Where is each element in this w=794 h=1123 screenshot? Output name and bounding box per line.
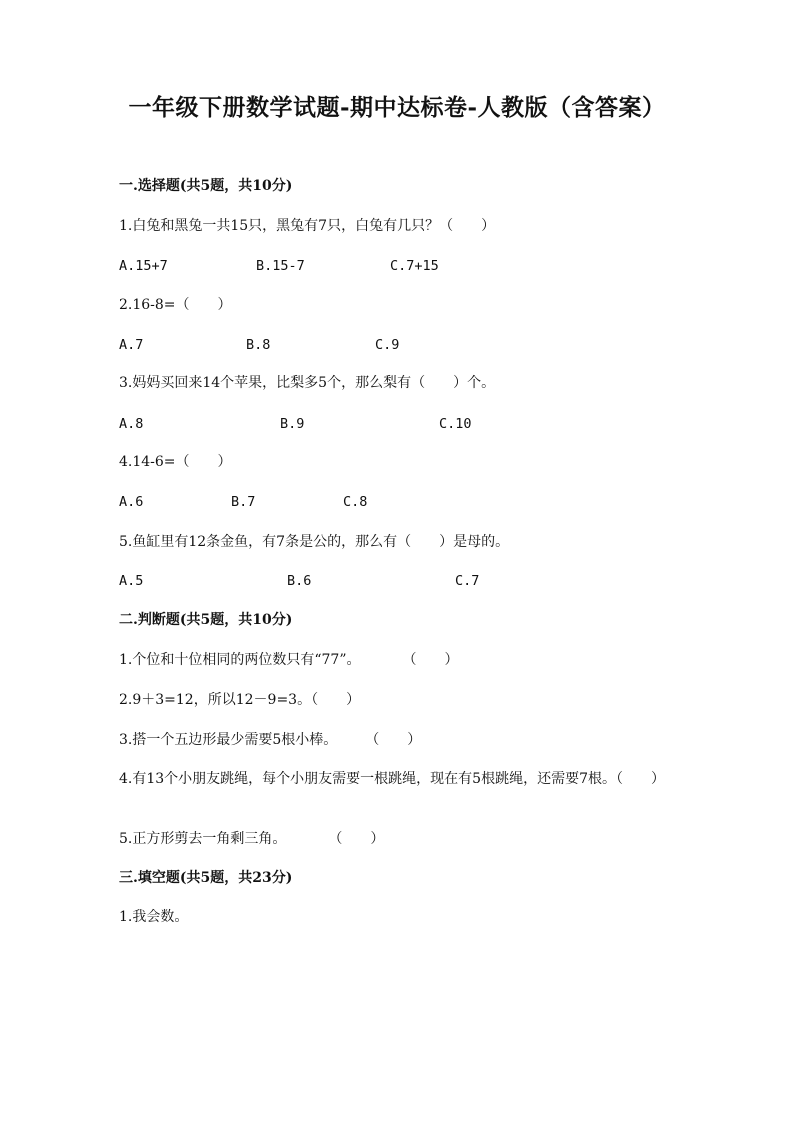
option-c: C.7 <box>455 573 480 589</box>
judge-question-1: 1.个位和十位相同的两位数只有“77”。 （ ） <box>119 652 459 668</box>
option-a: A.8 <box>119 416 144 432</box>
option-b: B.8 <box>246 337 271 353</box>
option-a: A.6 <box>119 494 144 510</box>
choice-question-5: 5.鱼缸里有12条金鱼，有7条是公的，那么有（ ）是母的。 <box>119 534 510 550</box>
option-b: B.7 <box>231 494 256 510</box>
fill-question-1: 1.我会数。 <box>119 909 189 925</box>
judge-question-3: 3.搭一个五边形最少需要5根小棒。 （ ） <box>119 732 422 748</box>
choice-question-2: 2.16-8=（ ） <box>119 297 232 313</box>
option-b: B.15-7 <box>256 258 305 274</box>
page-title: 一年级下册数学试题-期中达标卷-人教版（含答案） <box>128 94 666 121</box>
option-c: C.9 <box>375 337 400 353</box>
judge-question-2: 2.9＋3=12，所以12－9=3。（ ） <box>119 692 361 708</box>
option-c: C.7+15 <box>390 258 439 274</box>
option-a: A.15+7 <box>119 258 168 274</box>
option-c: C.10 <box>439 416 472 432</box>
judge-question-4: 4.有13个小朋友跳绳，每个小朋友需要一根跳绳，现在有5根跳绳，还需要7根。（ ） <box>119 771 665 787</box>
section-heading-fill: 三.填空题(共5题，共23分) <box>119 870 293 886</box>
option-a: A.5 <box>119 573 144 589</box>
choice-question-1: 1.白兔和黑兔一共15只，黑兔有7只，白兔有几只？（ ） <box>119 218 496 234</box>
option-b: B.6 <box>287 573 312 589</box>
section-heading-judge: 二.判断题(共5题，共10分) <box>119 612 293 628</box>
judge-question-5: 5.正方形剪去一角剩三角。 （ ） <box>119 831 385 847</box>
choice-question-4: 4.14-6=（ ） <box>119 454 232 470</box>
option-a: A.7 <box>119 337 144 353</box>
option-c: C.8 <box>343 494 368 510</box>
option-b: B.9 <box>280 416 305 432</box>
choice-question-3: 3.妈妈买回来14个苹果，比梨多5个，那么梨有（ ）个。 <box>119 375 496 391</box>
section-heading-choice: 一.选择题(共5题，共10分) <box>119 178 293 194</box>
